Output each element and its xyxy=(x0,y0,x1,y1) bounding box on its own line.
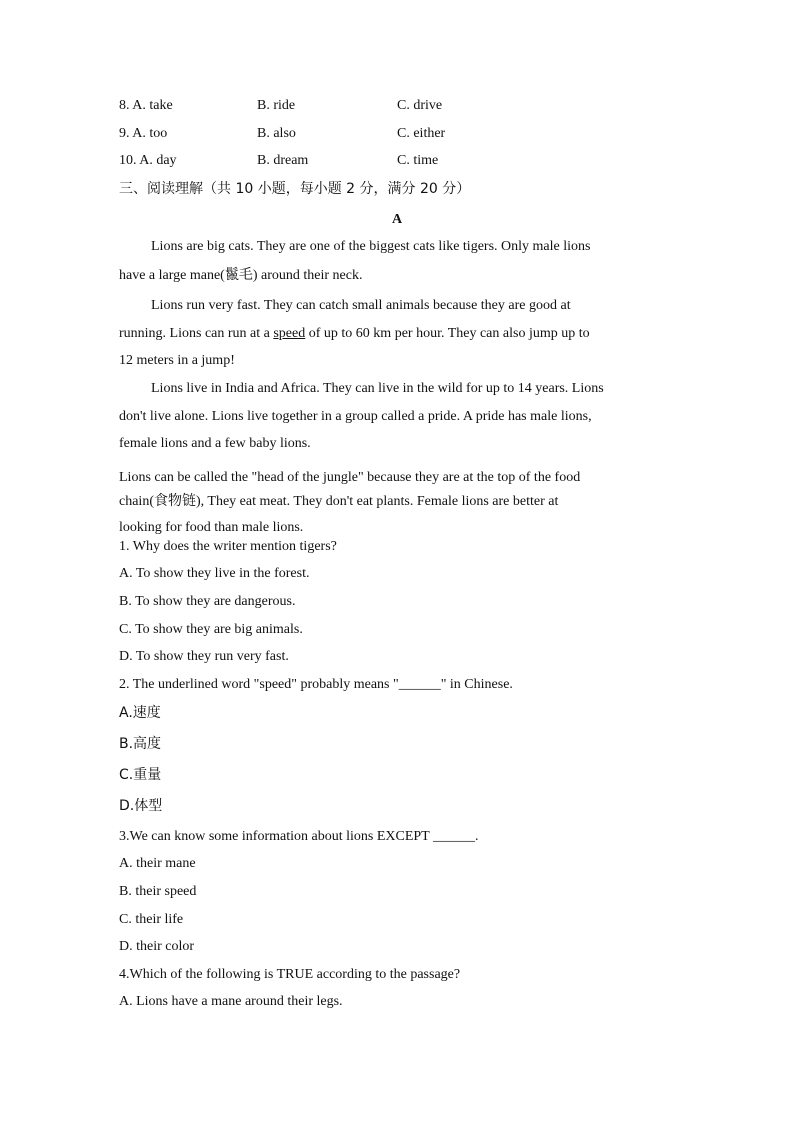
option-c: C. time xyxy=(397,153,439,168)
passage-line: Lions can be called the "head of the jungle" because they are at the top of the food xyxy=(119,470,581,485)
answer-option: A. Lions have a mane around their legs. xyxy=(119,994,343,1009)
passage-label: A xyxy=(391,212,403,227)
option-c: C. either xyxy=(397,126,446,141)
answer-option: D. To show they run very fast. xyxy=(119,649,289,664)
passage-line: Lions live in India and Africa. They can live in the wild for up to 14 years. Lions xyxy=(151,381,604,396)
underlined-word: speed xyxy=(273,326,306,341)
answer-option: C.重量 xyxy=(119,767,162,783)
passage-line: 12 meters in a jump! xyxy=(119,353,235,368)
answer-option: C. their life xyxy=(119,912,184,927)
option-c: C. drive xyxy=(397,98,443,113)
answer-option: D.体型 xyxy=(119,798,163,814)
answer-option: B.高度 xyxy=(119,736,162,752)
option-a: 8. A. take xyxy=(119,98,173,113)
passage-line: have a large mane(鬣毛) around their neck. xyxy=(119,268,363,283)
question-stem: 3.We can know some information about lions EXCEPT ______. xyxy=(119,829,479,844)
passage-text: running. Lions can run at a xyxy=(119,326,274,341)
passage-line: looking for food than male lions. xyxy=(119,520,304,535)
passage-line xyxy=(119,325,590,343)
section-title: 三、阅读理解（共 10 小题，每小题 2 分，满分 20 分） xyxy=(119,181,471,197)
option-a: 10. A. day xyxy=(119,153,177,168)
passage-line: chain(食物链), They eat meat. They don't eat plants. Female lions are better at xyxy=(119,494,559,509)
question-stem: 2. The underlined word "speed" probably means "______" in Chinese. xyxy=(119,677,513,692)
answer-option: C. To show they are big animals. xyxy=(119,622,303,637)
question-stem: 1. Why does the writer mention tigers? xyxy=(119,539,337,554)
answer-option: A.速度 xyxy=(119,705,161,721)
passage-line: don't live alone. Lions live together in a group called a pride. A pride has male lions, xyxy=(119,409,592,424)
option-b: B. ride xyxy=(257,98,296,113)
answer-option: A. To show they live in the forest. xyxy=(119,566,310,581)
answer-option: B. To show they are dangerous. xyxy=(119,594,296,609)
passage-text: of up to 60 km per hour. They can also jump up to xyxy=(305,326,590,341)
passage-line: female lions and a few baby lions. xyxy=(119,436,311,451)
option-b: B. also xyxy=(257,126,296,141)
answer-option: A. their mane xyxy=(119,856,196,871)
answer-option: B. their speed xyxy=(119,884,197,899)
answer-option: D. their color xyxy=(119,939,195,954)
question-stem: 4.Which of the following is TRUE according to the passage? xyxy=(119,967,461,982)
option-a: 9. A. too xyxy=(119,126,168,141)
passage-line: Lions run very fast. They can catch small animals because they are good at xyxy=(151,298,571,313)
option-b: B. dream xyxy=(257,153,309,168)
passage-line: Lions are big cats. They are one of the biggest cats like tigers. Only male lions xyxy=(151,239,591,254)
